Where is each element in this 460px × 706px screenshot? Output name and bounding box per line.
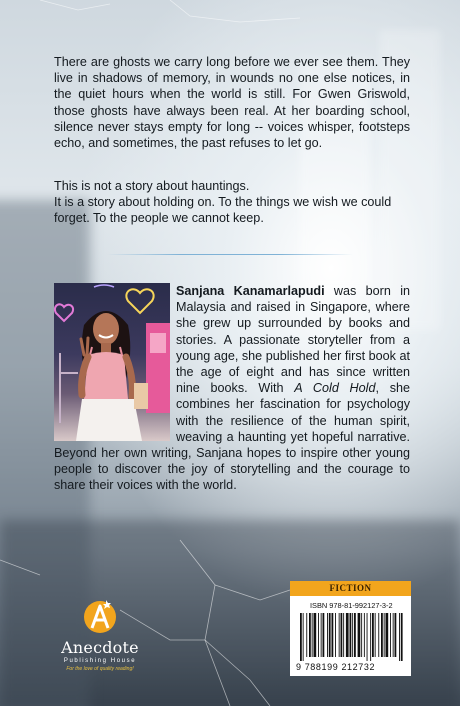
author-name: Sanjana Kanamarlapudi [176,284,325,298]
book-title: A Cold Hold [294,381,376,396]
publisher-subtitle: Publishing House [63,658,137,664]
publisher-name: Anecdote [61,638,139,657]
author-bio [54,283,410,494]
publisher-logo-icon [83,598,117,634]
blurb-line: This is not a story about hauntings. [54,179,250,193]
blurb-closing [54,178,410,227]
isbn-label: ISBN 978-81-992127-3-2 [310,601,393,610]
publisher-logo [60,598,140,672]
bio-text: , she combines her fascination for psychology with the resilience of the human spirit, weaving a haunting yet hopeful narrative. Beyond her own writing, Sanjana hopes to inspire other young people to discover the joy of storytelling and the courage to share their voices with the world. [54,381,410,493]
barcode [296,613,406,661]
blurb-line: It is a story about holding on. To the things we wish we could forget. To the people we cannot keep. [54,195,392,226]
divider-line [107,254,353,255]
bio-text: was born in Malaysia and raised in Singapore, where she grew up surrounded by books and stories. A passionate storyteller from a young age, she published her first book at the age of eight and has since written nine books. With [176,284,410,396]
isbn-digits: 9 788199 212732 [296,662,376,672]
blurb-paragraph: There are ghosts we carry long before we ever see them. They live in shadows of memory, in wounds no one else notices, in the quiet hours when the world is still. For Gwen Griswold, those ghosts have always been real. At her boarding school, silence never stays empty for long -- voices whisper, footsteps echo, and sometimes, the past refuses to let go. [54,55,410,151]
publisher-tagline: For the love of quality reading! [66,666,134,672]
isbn-barcode-box [290,581,411,676]
genre-label: FICTION [290,581,411,596]
